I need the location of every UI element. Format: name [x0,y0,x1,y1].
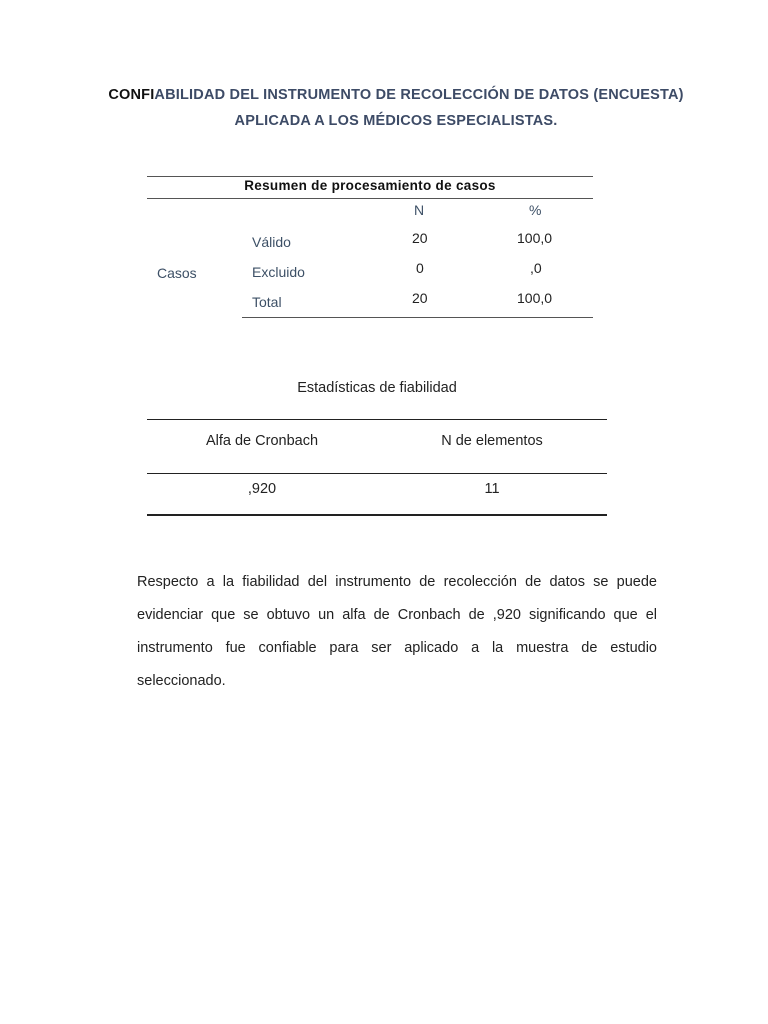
column-header-n: N [414,202,425,218]
row-percent: 100,0 [517,290,553,306]
reliability-title: Estadísticas de fiabilidad [297,380,457,396]
items-value: 11 [484,481,500,497]
row-n: 20 [412,230,428,246]
row-percent: ,0 [530,260,542,276]
row-n: 0 [416,260,424,276]
table-bottom-rule [242,317,593,318]
column-header-percent: % [529,202,542,218]
title-rest: ABILIDAD DEL INSTRUMENTO DE RECOLECCIÓN DE DATOS (ENCUESTA) APLICADA A LOS MÉDICOS ESPECIALISTAS. [154,87,684,129]
case-summary-title: Resumen de procesamiento de casos [244,178,496,193]
column-header-items: N de elementos [441,433,543,449]
row-label: Total [252,294,282,310]
column-header-alpha: Alfa de Cronbach [205,433,319,449]
title-prefix: CONFI [108,87,155,103]
group-label-casos: Casos [157,265,197,281]
table-top-rule [147,176,593,177]
table-header-rule [147,198,593,199]
row-label: Válido [252,234,291,250]
row-percent: 100,0 [517,230,553,246]
table-header-rule [147,473,607,474]
document-title [100,82,692,134]
table-top-rule [147,419,607,420]
alpha-value: ,920 [247,481,277,497]
body-paragraph: Respecto a la fiabilidad del instrumento de recolección de datos se puede evidenciar que se obtuvo un alfa de Cronbach de ,920 significando que el instrumento fue confiable para ser aplicado a la muestra de estudio seleccionado. [137,574,657,689]
table-bottom-rule [147,514,607,516]
row-label: Excluido [252,264,305,280]
row-n: 20 [412,290,428,306]
